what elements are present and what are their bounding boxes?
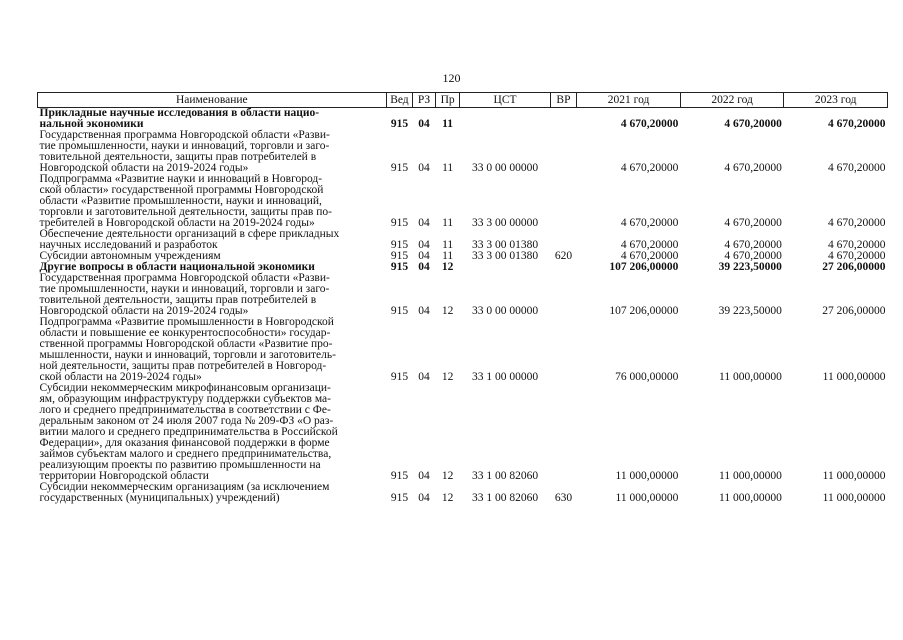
budget-table: [37, 92, 888, 504]
row-cst: 33 3 00 00000: [471, 217, 539, 229]
row-rz: 04: [418, 239, 430, 251]
row-name: Подпрограмма «Развитие науки и инноваций в Новгород- ской области» государственной программы Новгородской области «Развитие промышленности, науки и инноваций, торговли и заготовительной деятельности, защиты прав по- требителей в Новгородской области на 2019-2024 годы»: [39, 173, 332, 229]
row-ved: 915: [390, 305, 409, 317]
row-cst: 33 1 00 82060: [471, 470, 539, 482]
row-rz: 04: [418, 470, 430, 482]
row-rz: 04: [418, 162, 430, 174]
row-vr: [550, 273, 577, 317]
row-cst: 33 3 00 01380: [471, 239, 539, 251]
row-name: Субсидии некоммерческим организациям (за исключением государственных (муниципальных) учреждений): [39, 481, 330, 504]
row-name: Субсидии некоммерческим микрофинансовым организаци- ям, образующим инфраструктуру поддержки субъектов ма- лого и среднего предпринимательства в соответствии с Фе- деральным законом от 24 июля 2007 года № 209-ФЗ «О раз- витии малого и среднего предпринимательства в Российской Федерации», для оказания финансовой поддержки в форме займов субъектам малого и среднего предпринимательства, реализующим проекты по развитию промышленности на территории Новгородской области: [39, 382, 338, 482]
row-vr: [550, 174, 577, 229]
row-amount-2022: 39 223,50000: [718, 261, 782, 273]
row-vr: [550, 383, 577, 482]
row-pr: 12: [441, 492, 454, 504]
table-row: [38, 383, 888, 482]
row-rz: 04: [418, 250, 430, 262]
table-row: [38, 482, 888, 504]
row-amount-2023: 11 000,00000: [822, 470, 886, 482]
row-amount-2023: 4 670,20000: [828, 118, 886, 130]
row-rz: 04: [418, 305, 430, 317]
row-name: Субсидии автономным учреждениям: [39, 250, 221, 262]
row-cst: [460, 108, 550, 131]
row-ved: 915: [390, 470, 409, 482]
table-row: [38, 108, 888, 131]
row-name: Подпрограмма «Развитие промышленности в Новгородской области и повышение ее конкурентоспособности» государ- ственной программы Новгородской области «Развитие про- мышленности, науки и инноваций, торговли и заготовитель- ной деятельности, защиты прав потребителей в Новгород- ской области на 2019-2024 годы»: [39, 316, 336, 383]
row-vr: [550, 317, 577, 383]
row-cst: 33 0 00 00000: [471, 305, 539, 317]
row-pr: 12: [441, 305, 454, 317]
row-amount-2023: 4 670,20000: [828, 162, 886, 174]
row-amount-2022: 4 670,20000: [724, 118, 782, 130]
header-2021: 2021 год: [577, 93, 681, 108]
row-name: Государственная программа Новгородской области «Разви- тие промышленности, науки и инноваций, торговли и заго- товительной деятельности, защиты прав потребителей в Новгородской области на 2019-2024 годы»: [39, 129, 330, 174]
row-amount-2023: 27 206,00000: [822, 305, 886, 317]
row-amount-2023: 11 000,00000: [822, 371, 886, 383]
row-amount-2022: 4 670,20000: [724, 239, 782, 251]
row-amount-2021: 11 000,00000: [615, 492, 679, 504]
table-row: [38, 317, 888, 383]
row-amount-2021: 4 670,20000: [620, 162, 679, 174]
row-vr: [550, 130, 577, 174]
row-rz: 04: [418, 492, 430, 504]
row-pr: 11: [442, 239, 454, 251]
header-ved: Вед: [386, 93, 413, 108]
row-ved: 915: [390, 118, 409, 130]
row-cst: 33 1 00 82060: [471, 492, 539, 504]
row-amount-2023: 4 670,20000: [828, 217, 886, 229]
row-pr: 11: [442, 162, 454, 174]
row-rz: 04: [418, 371, 430, 383]
table-row: [38, 229, 888, 251]
table-row: [38, 130, 888, 174]
row-cst: 33 1 00 00000: [471, 371, 539, 383]
row-amount-2022: 39 223,50000: [718, 305, 782, 317]
row-rz: 04: [418, 217, 430, 229]
row-name: Обеспечение деятельности организаций в сфере прикладных научных исследований и разработок: [39, 228, 340, 251]
row-rz: 04: [418, 118, 430, 130]
row-pr: 12: [441, 371, 454, 383]
row-amount-2021: 4 670,20000: [620, 239, 679, 251]
row-name: Государственная программа Новгородской области «Разви- тие промышленности, науки и инноваций, торговли и заго- товительной деятельности, защиты прав потребителей в Новгородской области на 2019-2024 годы»: [39, 272, 330, 317]
table-body: [38, 108, 888, 505]
row-amount-2023: 4 670,20000: [828, 239, 886, 251]
header-cst: ЦСТ: [460, 93, 550, 108]
row-name: Другие вопросы в области национальной экономики: [39, 261, 315, 273]
table-row: [38, 273, 888, 317]
row-name: Прикладные научные исследования в области нацио- нальной экономики: [39, 107, 320, 130]
table-row: [38, 174, 888, 229]
page-number: 120: [442, 71, 461, 85]
header-name: Наименование: [38, 93, 387, 108]
row-pr: 11: [442, 250, 454, 262]
row-cst: 33 0 00 00000: [471, 162, 539, 174]
row-amount-2021: 4 670,20000: [620, 118, 679, 130]
header-2022: 2022 год: [680, 93, 784, 108]
row-pr: 12: [441, 470, 454, 482]
row-amount-2022: 4 670,20000: [724, 162, 782, 174]
row-amount-2021: 4 670,20000: [620, 217, 679, 229]
row-pr: 11: [442, 118, 454, 130]
row-amount-2022: 11 000,00000: [719, 470, 782, 482]
row-rz: 04: [418, 261, 430, 273]
row-ved: 915: [390, 261, 409, 273]
row-amount-2023: 27 206,00000: [822, 261, 886, 273]
row-amount-2022: 11 000,00000: [719, 492, 782, 504]
row-ved: 915: [390, 250, 409, 262]
row-ved: 915: [390, 217, 409, 229]
row-pr: 12: [441, 261, 454, 273]
row-amount-2021: 76 000,00000: [615, 371, 679, 383]
row-ved: 915: [390, 162, 409, 174]
header-pr: Пр: [435, 93, 460, 108]
row-vr: 630: [554, 492, 573, 504]
row-amount-2021: 11 000,00000: [615, 470, 679, 482]
row-amount-2022: 4 670,20000: [724, 250, 782, 262]
header-vr: ВР: [550, 93, 577, 108]
row-vr: 620: [554, 250, 573, 262]
row-ved: 915: [390, 492, 409, 504]
row-cst: 33 3 00 01380: [471, 250, 539, 262]
header-2023: 2023 год: [784, 93, 888, 108]
row-vr: [550, 108, 577, 131]
row-pr: 11: [442, 217, 454, 229]
row-vr: [550, 262, 577, 273]
row-amount-2022: 4 670,20000: [724, 217, 782, 229]
row-cst: [460, 262, 550, 273]
row-amount-2021: 107 206,00000: [609, 305, 679, 317]
header-rz: РЗ: [413, 93, 436, 108]
row-ved: 915: [390, 371, 409, 383]
row-amount-2021: 107 206,00000: [609, 261, 679, 273]
row-amount-2023: 11 000,00000: [822, 492, 886, 504]
table-header-row: [38, 93, 888, 108]
row-amount-2021: 4 670,20000: [620, 250, 679, 262]
row-ved: 915: [390, 239, 409, 251]
row-amount-2022: 11 000,00000: [719, 371, 782, 383]
row-amount-2023: 4 670,20000: [828, 250, 886, 262]
row-vr: [550, 229, 577, 251]
